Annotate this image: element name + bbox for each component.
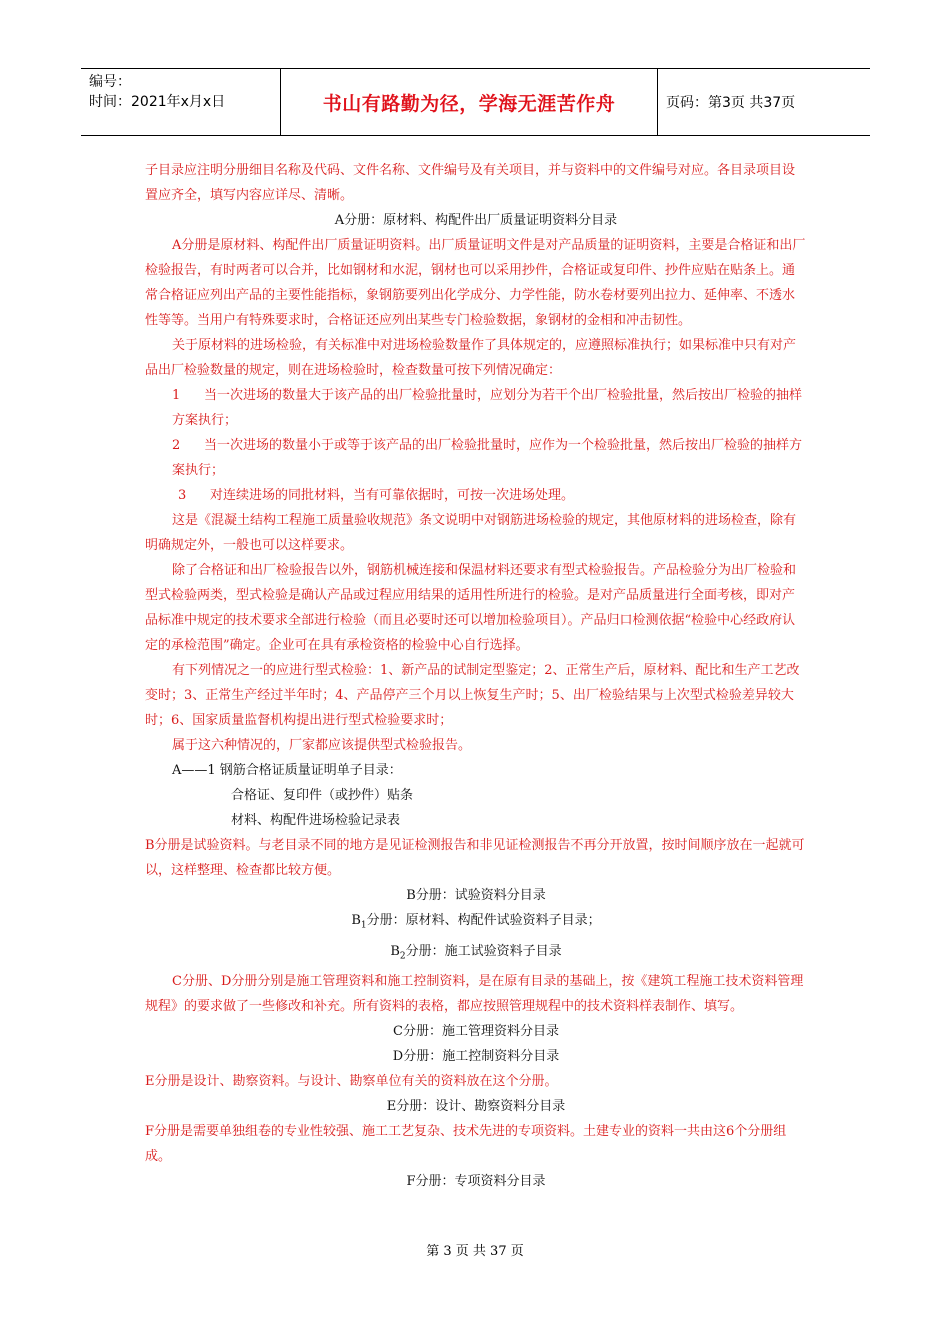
- paragraph: 关于原材料的进场检验，有关标准中对进场检验数量作了具体规定的，应遵照标准执行；如果标准中只有对产品出厂检验数量的规定，则在进场检验时，检查数量可按下列情况确定：: [145, 338, 797, 378]
- list-item-number: 1: [172, 388, 181, 403]
- list-item-number: 3: [178, 488, 187, 503]
- paragraph: B分册是试验资料。与老目录不同的地方是见证检测报告和非见证检测报告不再分开放置，按时间顺序放在一起就可以，这样整理、检查都比较方便。: [145, 838, 805, 878]
- heading-subscript: 2: [399, 951, 406, 962]
- header-page-cell: [658, 69, 870, 135]
- section-heading-c: C分册：施工管理资料分目录: [393, 1024, 559, 1040]
- list-item-number: 2: [172, 438, 181, 453]
- heading-text: 分册：施工试验资料子目录: [405, 943, 562, 959]
- document-number-label: 编号：: [89, 74, 131, 90]
- section-heading-d: D分册：施工控制资料分目录: [392, 1049, 560, 1065]
- subsection-item: 材料、构配件进场检验记录表: [231, 813, 401, 828]
- section-heading-a: A分册：原材料、构配件出厂质量证明资料分目录: [334, 213, 618, 228]
- list-item-text: 当一次进场的数量大于该产品的出厂检验批量时，应划分为若干个出厂检验批量，然后按出厂检验的抽样方案执行；: [172, 388, 803, 428]
- document-date-label: 时间：2021年x月x日: [89, 94, 226, 110]
- paragraph: A分册是原材料、构配件出厂质量证明资料。出厂质量证明文件是对产品质量的证明资料，主要是合格证和出厂检验报告，有时两者可以合并，比如钢材和水泥，钢材也可以采用抄件，合格证或复印件、抄件应贴在贴条上。通常合格证应列出产品的主要性能指标，象钢筋要列出化学成分、力学性能，防水卷材要列出拉力、延伸率、不透水性等等。当用户有特殊要求时，合格证还应列出某些专门检验数据，象钢材的金相和冲击韧性。: [145, 238, 806, 328]
- section-heading-f: F分册：专项资料分目录: [406, 1174, 546, 1190]
- subsection-item: 合格证、复印件（或抄件）贴条: [231, 788, 414, 803]
- header-motto-cell: [281, 69, 658, 135]
- section-heading-b: B分册：试验资料分目录: [406, 888, 546, 903]
- section-heading-e: E分册：设计、勘察资料分目录: [386, 1099, 566, 1115]
- header-motto: 书山有路勤为径，学海无涯苦作舟: [322, 92, 616, 115]
- heading-subscript: 1: [360, 920, 367, 931]
- paragraph: 属于这六种情况的，厂家都应该提供型式检验报告。: [172, 738, 472, 753]
- subsection-title-a1: A——1 钢筋合格证质量证明单子目录：: [172, 763, 402, 778]
- list-item-text: 当一次进场的数量小于或等于该产品的出厂检验批量时，应作为一个检验批量，然后按出厂检验的抽样方案执行；: [172, 438, 803, 478]
- header-left-cell: [81, 69, 281, 135]
- paragraph: 这是《混凝土结构工程施工质量验收规范》条文说明中对钢筋进场检验的规定，其他原材料的进场检查，除有明确规定外，一般也可以这样要求。: [145, 513, 797, 553]
- heading-prefix: B: [351, 913, 361, 928]
- paragraph: F分册是需要单独组卷的专业性较强、施工工艺复杂、技术先进的专项资料。土建专业的资料一共由这6个分册组成。: [145, 1124, 787, 1165]
- section-heading-b2: [145, 939, 807, 970]
- header-page-info: 页码：第3页 共37页: [666, 95, 796, 111]
- paragraph: 有下列情况之一的应进行型式检验：1、新产品的试制定型鉴定；2、正常生产后，原材料、配比和生产工艺改变时；3、正常生产经过半年时；4、产品停产三个月以上恢复生产时；5、出厂检验结果与上次型式检验差异较大时；6、国家质量监督机构提出进行型式检验要求时；: [145, 663, 800, 728]
- list-item: [145, 483, 807, 508]
- paragraph: 子目录应注明分册细目名称及代码、文件名称、文件编号及有关项目，并与资料中的文件编号对应。各目录项目设置应齐全，填写内容应详尽、清晰。: [145, 163, 796, 203]
- section-heading-b1: [145, 908, 807, 939]
- paragraph: 除了合格证和出厂检验报告以外，钢筋机械连接和保温材料还要求有型式检验报告。产品检验分为出厂检验和型式检验两类，型式检验是确认产品或过程应用结果的适用性所进行的检验。是对产品质量进行全面考核，即对产品标准中规定的技术要求全部进行检验（而且必要时还可以增加检验项目）。产品归口检测依据“检验中心经政府认定的承检范围”确定。企业可在具有承检资格的检验中心自行选择。: [145, 563, 797, 653]
- document-body: [145, 158, 807, 1194]
- list-item: [145, 433, 807, 483]
- page-footer: 第 3 页 共 37 页: [426, 1244, 524, 1259]
- heading-text: 分册：原材料、构配件试验资料子目录；: [366, 913, 601, 928]
- list-item: [145, 383, 807, 433]
- paragraph: E分册是设计、勘察资料。与设计、勘察单位有关的资料放在这个分册。: [145, 1074, 558, 1090]
- list-item-text: 对连续进场的同批材料，当有可靠依据时，可按一次进场处理。: [210, 488, 575, 503]
- heading-prefix: B: [390, 943, 400, 959]
- document-header: [81, 68, 870, 136]
- paragraph: C分册、D分册分别是施工管理资料和施工控制资料，是在原有目录的基础上，按《建筑工程施工技术资料管理规程》的要求做了一些修改和补充。所有资料的表格，都应按照管理规程中的技术资料样表制作、填写。: [145, 974, 804, 1015]
